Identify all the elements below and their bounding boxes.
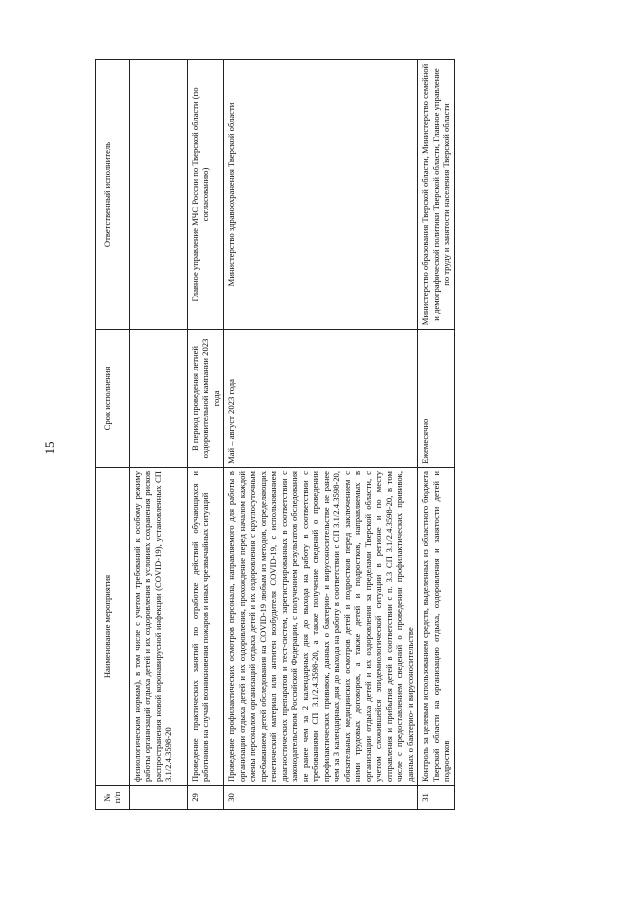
row-executor: Главное управление МЧС России по Тверской области (по согласованию): [187, 60, 223, 330]
row-executor: [129, 60, 187, 330]
row-activity: физиологическим нормам), в том числе с учетом требований к особому режиму работы организаций отдыха детей и их оздоровления в условиях сохранения рисков распространения новой коронавирусной инфекции (COVID-19), установленных СП 3.1/2.4.3598-20: [129, 468, 187, 786]
row-activity: Проведение практических занятий по отработке действий обучающихся и работников на случай возникновения пожаров и иных чрезвычайных ситуаций: [187, 468, 223, 786]
row-num: [129, 786, 187, 810]
row-activity: Контроль за целевым использованием средств, выделенных из областного бюджета Тверской области на организацию отдыха, оздоровления и занятости детей и подростков: [418, 468, 454, 786]
row-deadline: В период проведения летней оздоровительной кампании 2023 года: [187, 330, 223, 468]
header-deadline: Срок исполнения: [96, 330, 130, 468]
row-deadline: [129, 330, 187, 468]
activity-table: [95, 59, 455, 810]
page-number: 15: [42, 441, 57, 455]
row-executor: Министерство здравоохранения Тверской области: [224, 60, 418, 330]
table-row: [418, 60, 454, 810]
row-num: 30: [224, 786, 418, 810]
rotated-table-sheet: [95, 60, 585, 810]
header-executor: Ответственный исполнитель: [96, 60, 130, 330]
header-activity: Наименование мероприятия: [96, 468, 130, 786]
row-executor: Министерство образования Тверской области, Министерство семейной и демографической политики Тверской области, Главное управление по труду и занятости населения Тверской области: [418, 60, 454, 330]
header-num: № п/п: [96, 786, 130, 810]
table-row: [224, 60, 418, 810]
row-activity: Проведение профилактических осмотров персонала, направляемого для работы в организации отдыха детей и их оздоровления, прохождение перед началом каждой смены персоналом организаций отдыха детей и их оздоровления с круглосуточным пребыванием детей обследования на COVID-19 любым из методов, определяющих генетический материал или антиген возбудителя COVID-19, с использованием диагностических препаратов и тест-систем, зарегистрированных в соответствии с законодательством Российской Федерации, с получением результатов обследования не ранее чем за 2 календарных дня до выхода на работу в соответствии с требованиями СП 3.1/2.4.3598-20, а также получение сведений о проведении профилактических прививок, данных о бактерио- и вирусоносительстве не ранее чем за 3 календарных дня до выхода на работу в соответствии с СП 3.1/2.4.3598-20, обязательных медицинских осмотров детей и подростков перед заключением с ними трудовых договоров, а также детей и подростков, направляемых в организации отдыха детей и их оздоровления за пределами Тверской области, с учетом сложившейся эпидемиологической ситуации в регионе и по месту отправления и прибытия детей в соответствии с п. 3.3 СП 3.1/2.4.3598-20, в том числе с предоставлением сведений о проведении профилактических прививок, данных о бактерио- и вирусоносительстве: [224, 468, 418, 786]
row-deadline: Май – август 2023 года: [224, 330, 418, 468]
row-num: 31: [418, 786, 454, 810]
row-deadline: Ежемесячно: [418, 330, 454, 468]
row-num: 29: [187, 786, 223, 810]
table-header-row: [96, 60, 130, 810]
table-row: [129, 60, 187, 810]
table-row: [187, 60, 223, 810]
